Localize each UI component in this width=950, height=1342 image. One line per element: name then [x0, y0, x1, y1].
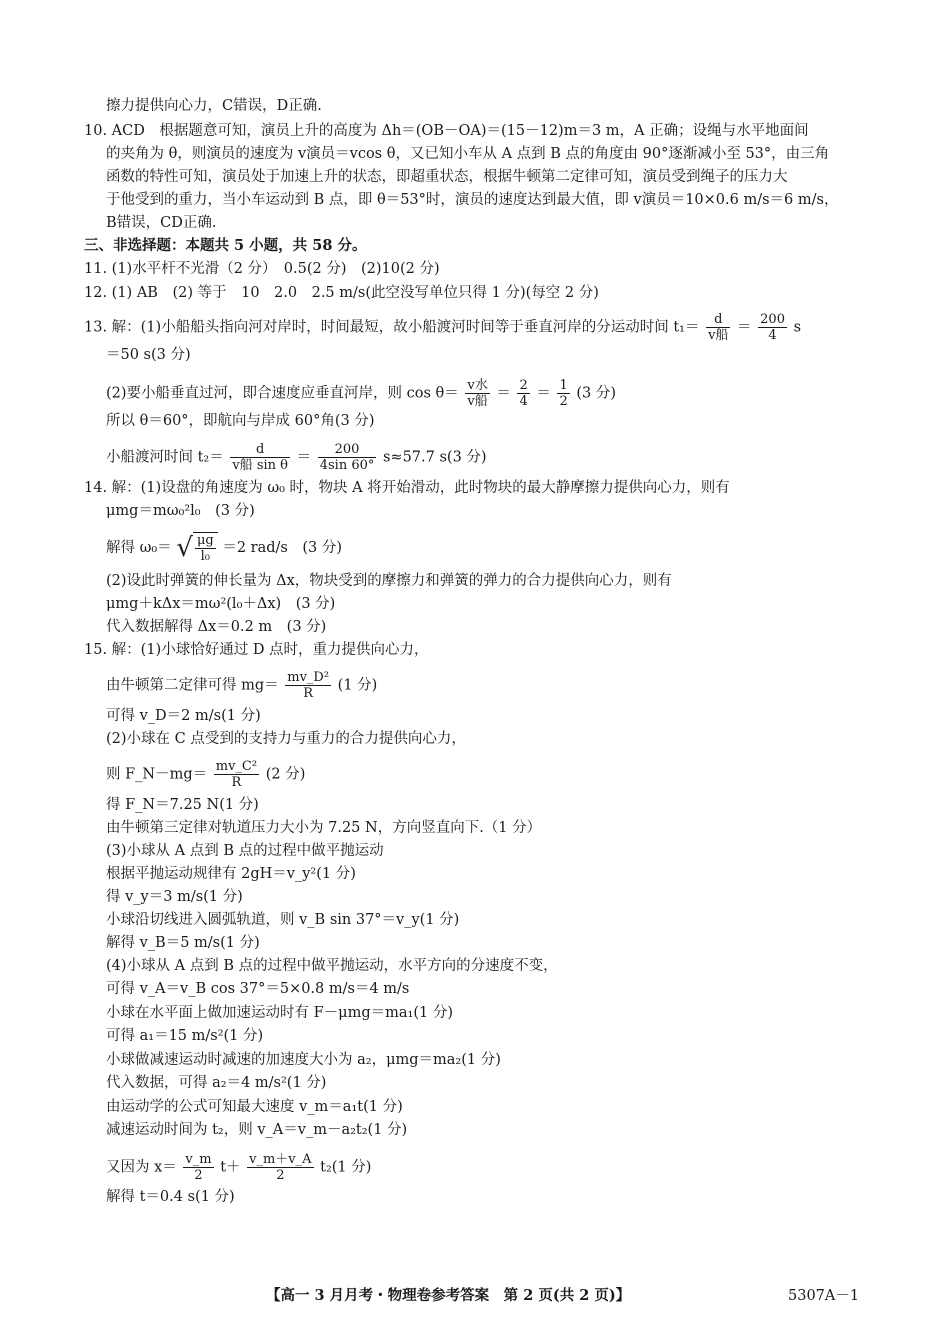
- q11-answer: 11. (1)水平杆不光滑（2 分） 0.5(2 分) (2)10(2 分): [84, 261, 440, 277]
- q15-line-8: (3)小球从 A 点到 B 点的过程中做平抛运动: [106, 843, 384, 859]
- denominator: v船: [708, 328, 729, 343]
- fraction-vwater-over-vboat: [465, 378, 489, 409]
- denominator: 4: [768, 328, 777, 343]
- q15-line-10: 得 v_y＝3 m/s(1 分): [106, 889, 243, 905]
- numerator: v_m＋v_A: [249, 1152, 312, 1167]
- fraction-d-over-v: [706, 312, 730, 343]
- q14-line-1: 14. 解：(1)设盘的角速度为 ω₀ 时，物块 A 将开始滑动，此时物块的最大静摩擦力提供向心力，则有: [84, 480, 730, 496]
- q15-line-22: 解得 t＝0.4 s(1 分): [106, 1189, 235, 1205]
- q15-line-3: 可得 v_D＝2 m/s(1 分): [106, 708, 261, 724]
- fraction-vm-plus-va-over-2: [247, 1152, 313, 1183]
- q15-force-text: 则 F_N－mg＝: [106, 766, 208, 783]
- q13-line-3: [106, 378, 616, 409]
- numerator: 2: [519, 378, 528, 393]
- q15-line-17: 小球做减速运动时减速的加速度大小为 a₂，μmg＝ma₂(1 分): [106, 1052, 501, 1068]
- denominator: 2: [559, 394, 568, 409]
- q14-line-6: 代入数据解得 Δx＝0.2 m (3 分): [106, 619, 327, 635]
- q10-line-5: B错误，CD正确.: [106, 215, 217, 231]
- q14-line-3: [106, 532, 342, 564]
- q14-solve-text: 解得 ω₀＝: [106, 540, 172, 556]
- fraction-200-over-4sin60: [318, 442, 377, 473]
- fraction-2-over-4: [517, 378, 529, 409]
- numerator: 1: [559, 378, 568, 393]
- denominator: v船 sin θ: [232, 458, 288, 473]
- q15-x-text: 又因为 x＝: [106, 1159, 177, 1176]
- q15-line-21: [106, 1152, 371, 1183]
- q15-line-1: 15. 解：(1)小球恰好通过 D 点时，重力提供向心力，: [84, 642, 429, 658]
- q15-line-13: (4)小球从 A 点到 B 点的过程中做平抛运动，水平方向的分速度不变，: [106, 958, 558, 974]
- q15-line-11: 小球沿切线进入圆弧轨道，则 v_B sin 37°＝v_y(1 分): [106, 912, 460, 928]
- q10-line-3: 函数的特性可知，演员处于加速上升的状态，即超重状态，根据牛顿第二定律可知，演员受到绳子的压力大: [106, 169, 788, 185]
- denominator: v船: [467, 394, 488, 409]
- q15-line-4: (2)小球在 C 点受到的支持力与重力的合力提供向心力，: [106, 731, 466, 747]
- q13-text: 13. 解：(1)小船船头指向河对岸时，时间最短，故小船渡河时间等于垂直河岸的分运动时间 t₁＝: [84, 319, 700, 336]
- numerator: mv_C²: [215, 759, 258, 774]
- q14-line-5: μmg＋kΔx＝mω²(l₀＋Δx) (3 分): [106, 596, 336, 612]
- numerator: mv_D²: [287, 670, 330, 685]
- score: (2 分): [265, 766, 306, 783]
- q15-line-18: 代入数据，可得 a₂＝4 m/s²(1 分): [106, 1075, 327, 1091]
- equals: ＝: [536, 385, 551, 402]
- q10-line-2: 的夹角为 θ，则演员的速度为 v演员＝vcos θ，又已知小车从 A 点到 B 点的角度由 90°逐渐减小至 53°，由三角: [106, 146, 830, 162]
- denominator: 4sin 60°: [319, 458, 375, 473]
- q12-answer: 12. (1) AB (2) 等于 10 2.0 2.5 m/s(此空没写单位只得 1 分)(每空 2 分): [84, 285, 599, 301]
- q15-line-5: [106, 759, 305, 790]
- q13-time-text: 小船渡河时间 t₂＝: [106, 449, 224, 466]
- fraction-vm-over-2: [183, 1152, 213, 1183]
- q10-line-1: 10. ACD 根据题意可知，演员上升的高度为 Δh＝(OB－OA)＝(15－12)m＝3 m，A 正确；设绳与水平地面间: [84, 123, 809, 139]
- fraction-d-over-vsin: [230, 442, 290, 473]
- numerator: 200: [318, 442, 377, 458]
- q15-line-19: 由运动学的公式可知最大速度 v_m＝a₁t(1 分): [106, 1099, 403, 1115]
- q15-newton-text: 由牛顿第二定律可得 mg＝: [106, 677, 279, 694]
- denominator: R: [303, 686, 314, 701]
- q15-line-12: 解得 v_B＝5 m/s(1 分): [106, 935, 260, 951]
- denominator: 2: [194, 1168, 203, 1183]
- operator: t＋: [220, 1159, 241, 1176]
- q15-line-6: 得 F_N＝7.25 N(1 分): [106, 797, 259, 813]
- numerator: 200: [760, 312, 785, 327]
- q15-line-14: 可得 v_A＝v_B cos 37°＝5×0.8 m/s＝4 m/s: [106, 981, 410, 997]
- numerator: v水: [467, 378, 488, 393]
- numerator: μg: [196, 533, 214, 548]
- q15-line-15: 小球在水平面上做加速运动时有 F－μmg＝ma₁(1 分): [106, 1005, 453, 1021]
- fraction-200-over-4: [758, 312, 787, 343]
- square-root: [176, 532, 217, 564]
- unit: s: [793, 319, 802, 336]
- q13-line-2: ＝50 s(3 分): [106, 347, 191, 363]
- numerator: d: [230, 442, 290, 458]
- page-footer: 【高一 3 月月考・物理卷参考答案 第 2 页(共 2 页)】: [266, 1287, 631, 1304]
- q15-line-7: 由牛顿第三定律对轨道压力大小为 7.25 N，方向竖直向下.（1 分）: [106, 820, 542, 836]
- denominator: 2: [276, 1168, 285, 1183]
- q9-tail: 擦力提供向心力，C错误，D正确.: [106, 98, 322, 114]
- denominator: R: [231, 775, 242, 790]
- q14-line-4: (2)设此时弹簧的伸长量为 Δx，物块受到的摩擦力和弹簧的弹力的合力提供向心力，则有: [106, 573, 672, 589]
- section-heading: 三、非选择题：本题共 5 小题，共 58 分。: [84, 237, 367, 254]
- denominator: 4: [519, 394, 528, 409]
- fraction-mvc2-over-r: [214, 759, 259, 790]
- score: t₂(1 分): [320, 1159, 372, 1176]
- equals: ＝: [496, 385, 511, 402]
- q15-line-20: 减速运动时间为 t₂，则 v_A＝v_m－a₂t₂(1 分): [106, 1122, 408, 1138]
- q14-line-2: μmg＝mω₀²l₀ (3 分): [106, 503, 255, 519]
- radical-sign: √: [176, 533, 193, 563]
- score: (3 分): [576, 385, 617, 402]
- q15-line-16: 可得 a₁＝15 m/s²(1 分): [106, 1028, 264, 1044]
- q15-line-9: 根据平抛运动规律有 2gH＝v_y²(1 分): [106, 866, 356, 882]
- q13-line-5: [106, 442, 487, 473]
- score: (1 分): [337, 677, 378, 694]
- fraction-mvd2-over-r: [285, 670, 331, 701]
- denominator: l₀: [200, 549, 211, 564]
- numerator: v_m: [185, 1152, 212, 1167]
- q13-part2-text: (2)要小船垂直过河，即合速度应垂直河岸，则 cos θ＝: [106, 385, 459, 402]
- result: s≈57.7 s(3 分): [382, 449, 487, 466]
- equals: ＝: [737, 319, 752, 336]
- q13-line-4: 所以 θ＝60°，即航向与岸成 60°角(3 分): [106, 413, 375, 429]
- equals: ＝: [296, 449, 312, 466]
- fraction-mug-over-l0: [195, 533, 216, 564]
- result: ＝2 rad/s (3 分): [222, 540, 342, 556]
- q10-line-4: 于他受到的重力，当小车运动到 B 点，即 θ＝53°时，演员的速度达到最大值，即 v演员＝10×0.6 m/s＝6 m/s，: [106, 192, 839, 208]
- q15-line-2: [106, 670, 377, 701]
- fraction-1-over-2: [557, 378, 569, 409]
- document-code: 5307A－1: [788, 1288, 860, 1304]
- numerator: d: [706, 312, 730, 328]
- q13-line-1: [84, 312, 801, 343]
